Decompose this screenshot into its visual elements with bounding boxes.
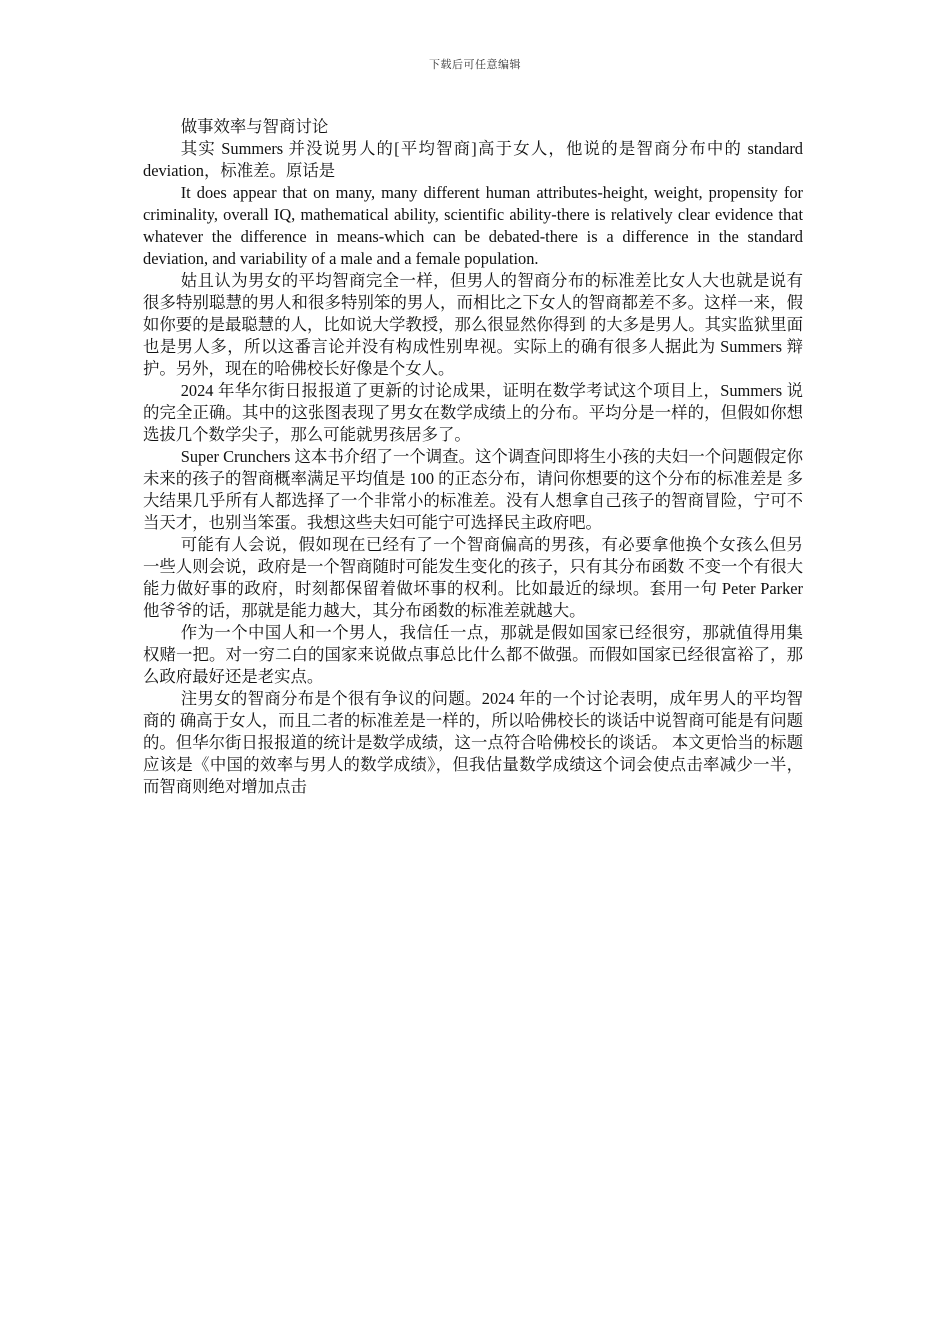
- paragraph: 可能有人会说，假如现在已经有了一个智商偏高的男孩，有必要拿他换个女孩么但另一些人则会说，政府是一个智商随时可能发生变化的孩子，只有其分布函数 不变一个有很大能力做好事的政府，时刻都保留着做坏事的权利。比如最近的绿坝。套用一句 Peter Parker 他爷爷的话，那就是能力越大，其分布函数的标准差就越大。: [143, 535, 803, 620]
- paragraph: 其实 Summers 并没说男人的[平均智商]高于女人，他说的是智商分布中的 standard deviation，标准差。原话是: [143, 139, 803, 180]
- paragraph: 作为一个中国人和一个男人，我信任一点，那就是假如国家已经很穷，那就值得用集权赌一把。对一穷二白的国家来说做点事总比什么都不做强。而假如国家已经很富裕了，那么政府最好还是老实点。: [143, 623, 803, 686]
- paragraph: Super Crunchers 这本书介绍了一个调查。这个调查问即将生小孩的夫妇一个问题假定你未来的孩子的智商概率满足平均值是 100 的正态分布，请问你想要的这个分布的标准差是 多大结果几乎所有人都选择了一个非常小的标准差。没有人想拿自己孩子的智商冒险，宁可不当天才，也别当笨蛋。我想这些夫妇可能宁可选择民主政府吧。: [143, 447, 803, 532]
- paragraph: 姑且认为男女的平均智商完全一样，但男人的智商分布的标准差比女人大也就是说有很多特别聪慧的男人和很多特别笨的男人，而相比之下女人的智商都差不多。这样一来，假如你要的是最聪慧的人，比如说大学教授，那么很显然你得到 的大多是男人。其实监狱里面也是男人多，所以这番言论并没有构成性别卑视。实际上的确有很多人据此为 Summers 辩护。另外，现在的哈佛校长好像是个女人。: [143, 271, 803, 378]
- paragraph: It does appear that on many, many different human attributes-height, weight, propensity for criminality, overall IQ, mathematical ability, scientific ability-there is relatively clear evidence that whatever the difference in means-which can be debated-there is a difference in the standard deviation, and variability of a male and a female population.: [143, 183, 803, 268]
- page-header-note: 下载后可任意编辑: [429, 58, 521, 71]
- paragraph: 2024 年华尔街日报报道了更新的讨论成果，证明在数学考试这个项目上，Summers 说的完全正确。其中的这张图表现了男女在数学成绩上的分布。平均分是一样的，但假如你想选拔几个数学尖子，那么可能就男孩居多了。: [143, 381, 803, 444]
- document-title: 做事效率与智商讨论: [180, 117, 329, 136]
- document-body: [143, 116, 803, 798]
- paragraph: 注男女的智商分布是个很有争议的问题。2024 年的一个讨论表明，成年男人的平均智商的 确高于女人，而且二者的标准差是一样的，所以哈佛校长的谈话中说智商可能是有问题的。但华尔街日报报道的统计是数学成绩，这一点符合哈佛校长的谈话。 本文更恰当的标题应该是《中国的效率与男人的数学成绩》，但我估量数学成绩这个词会使点击率减少一半，而智商则绝对增加点击: [143, 689, 803, 796]
